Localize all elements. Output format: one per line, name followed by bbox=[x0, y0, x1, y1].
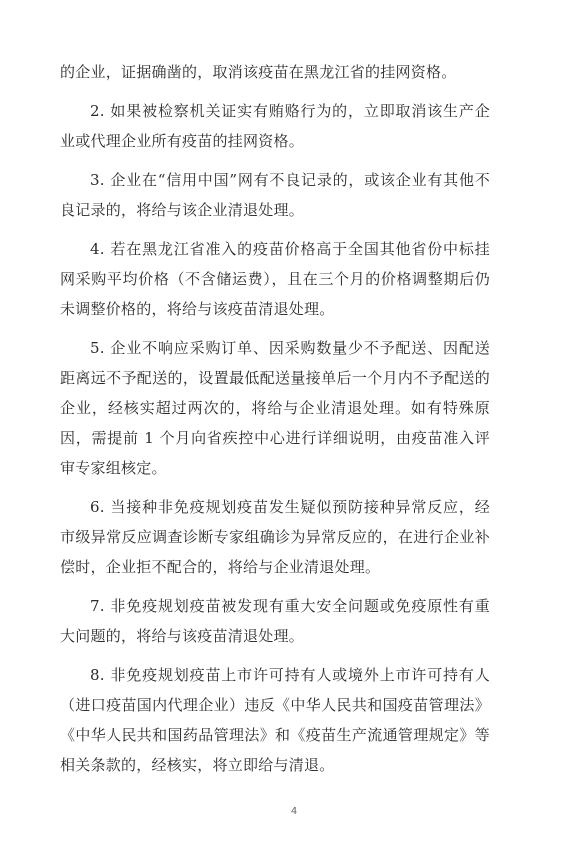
paragraph-continuation: 的企业，证据确凿的，取消该疫苗在黑龙江省的挂网资格。 bbox=[60, 63, 457, 81]
document-body bbox=[60, 57, 490, 789]
paragraph-item-6: 6. 当接种非免疫规划疫苗发生疑似预防接种异常反应，经市级异常反应调查诊断专家组确诊为异常反应的，在进行企业补偿时，企业拒不配合的，将给与企业清退处理。 bbox=[60, 498, 490, 576]
paragraph-item-5: 5. 企业不响应采购订单、因采购数量少不予配送、因配送距离远不予配送的，设置最低配送量接单后一个月内不予配送的企业，经核实超过两次的，将给与企业清退处理。如有特殊原因，需提前 1 个月向省疾控中心进行详细说明，由疫苗准入评审专家组核定。 bbox=[60, 339, 490, 477]
paragraph-item-8: 8. 非免疫规划疫苗上市许可持有人或境外上市许可持有人（进口疫苗国内代理企业）违反《中华人民共和国疫苗管理法》《中华人民共和国药品管理法》和《疫苗生产流通管理规定》等相关条款的，经核实，将立即给与清退。 bbox=[60, 666, 490, 774]
paragraph-item-3: 3. 企业在“信用中国”网有不良记录的，或该企业有其他不良记录的，将给与该企业清退处理。 bbox=[60, 171, 490, 219]
paragraph-item-2: 2. 如果被检察机关证实有贿赂行为的，立即取消该生产企业或代理企业所有疫苗的挂网资格。 bbox=[60, 102, 490, 150]
paragraph-item-7: 7. 非免疫规划疫苗被发现有重大安全问题或免疫原性有重大问题的，将给与该疫苗清退处理。 bbox=[60, 597, 490, 645]
paragraph-item-4: 4. 若在黑龙江省准入的疫苗价格高于全国其他省份中标挂网采购平均价格（不含储运费），且在三个月的价格调整期后仍未调整价格的，将给与该疫苗清退处理。 bbox=[60, 240, 490, 318]
page-number: 4 bbox=[290, 806, 298, 817]
